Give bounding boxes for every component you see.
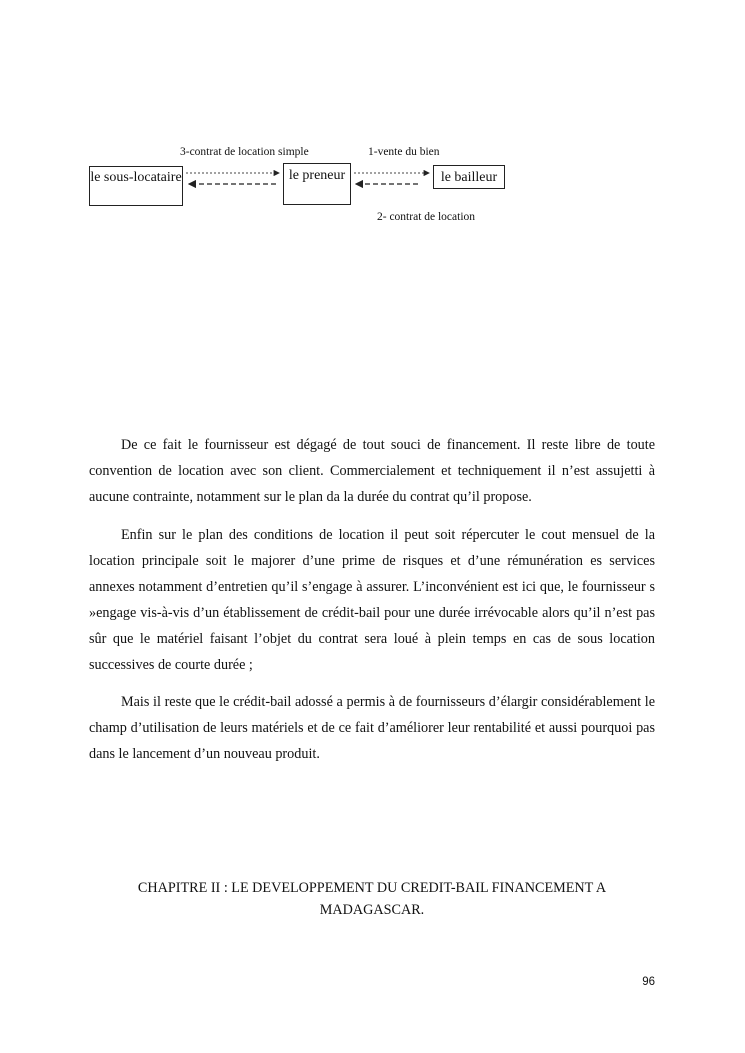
box-bailleur: le bailleur <box>433 165 505 189</box>
page-number: 96 <box>642 976 655 988</box>
paragraph-2: Enfin sur le plan des conditions de location il peut soit répercuter le cout mensuel de la location principale soit le majorer d’une prime de risques et d’une rémunération es services annexes notamment d’entretien qu’il s’engage à assurer. L’inconvénient est ici que, le fournisseur s »engage vis-à-vis d’un établissement de crédit-bail pour une durée irrévocable alors qu’il n’est pas sûr que le matériel faisant l’objet du contrat sera loué à plein temps en cas de sous location successives de courte durée ; <box>89 527 655 673</box>
box-sous-locataire: le sous-locataire <box>89 166 183 206</box>
label-contrat-de-location: 2- contrat de location <box>377 211 476 223</box>
paragraph-3: Mais il reste que le crédit-bail adossé a permis à de fournisseurs d’élargir considérablement le champ d’utilisation de leurs matériels et de ce fait d’améliorer leur rentabilité et aussi pourquoi pas dans le lancement d’un nouveau produit. <box>89 694 655 762</box>
paragraph-1: De ce fait le fournisseur est dégagé de tout souci de financement. Il reste libre de toute convention de location avec son client. Commercialement et techniquement il n’est assujetti à aucune contrainte, notamment sur le plan da la durée du contrat qu’il propose. <box>89 437 655 505</box>
box-preneur: le preneur <box>283 163 351 205</box>
chapter-title: CHAPITRE II : LE DEVELOPPEMENT DU CREDIT-BAIL FINANCEMENT A MADAGASCAR. <box>137 880 607 918</box>
diagram-arrows <box>0 0 745 240</box>
label-vente-du-bien: 1-vente du bien <box>368 146 440 158</box>
label-contrat-location-simple: 3-contrat de location simple <box>180 146 309 158</box>
leasing-diagram <box>0 0 745 240</box>
